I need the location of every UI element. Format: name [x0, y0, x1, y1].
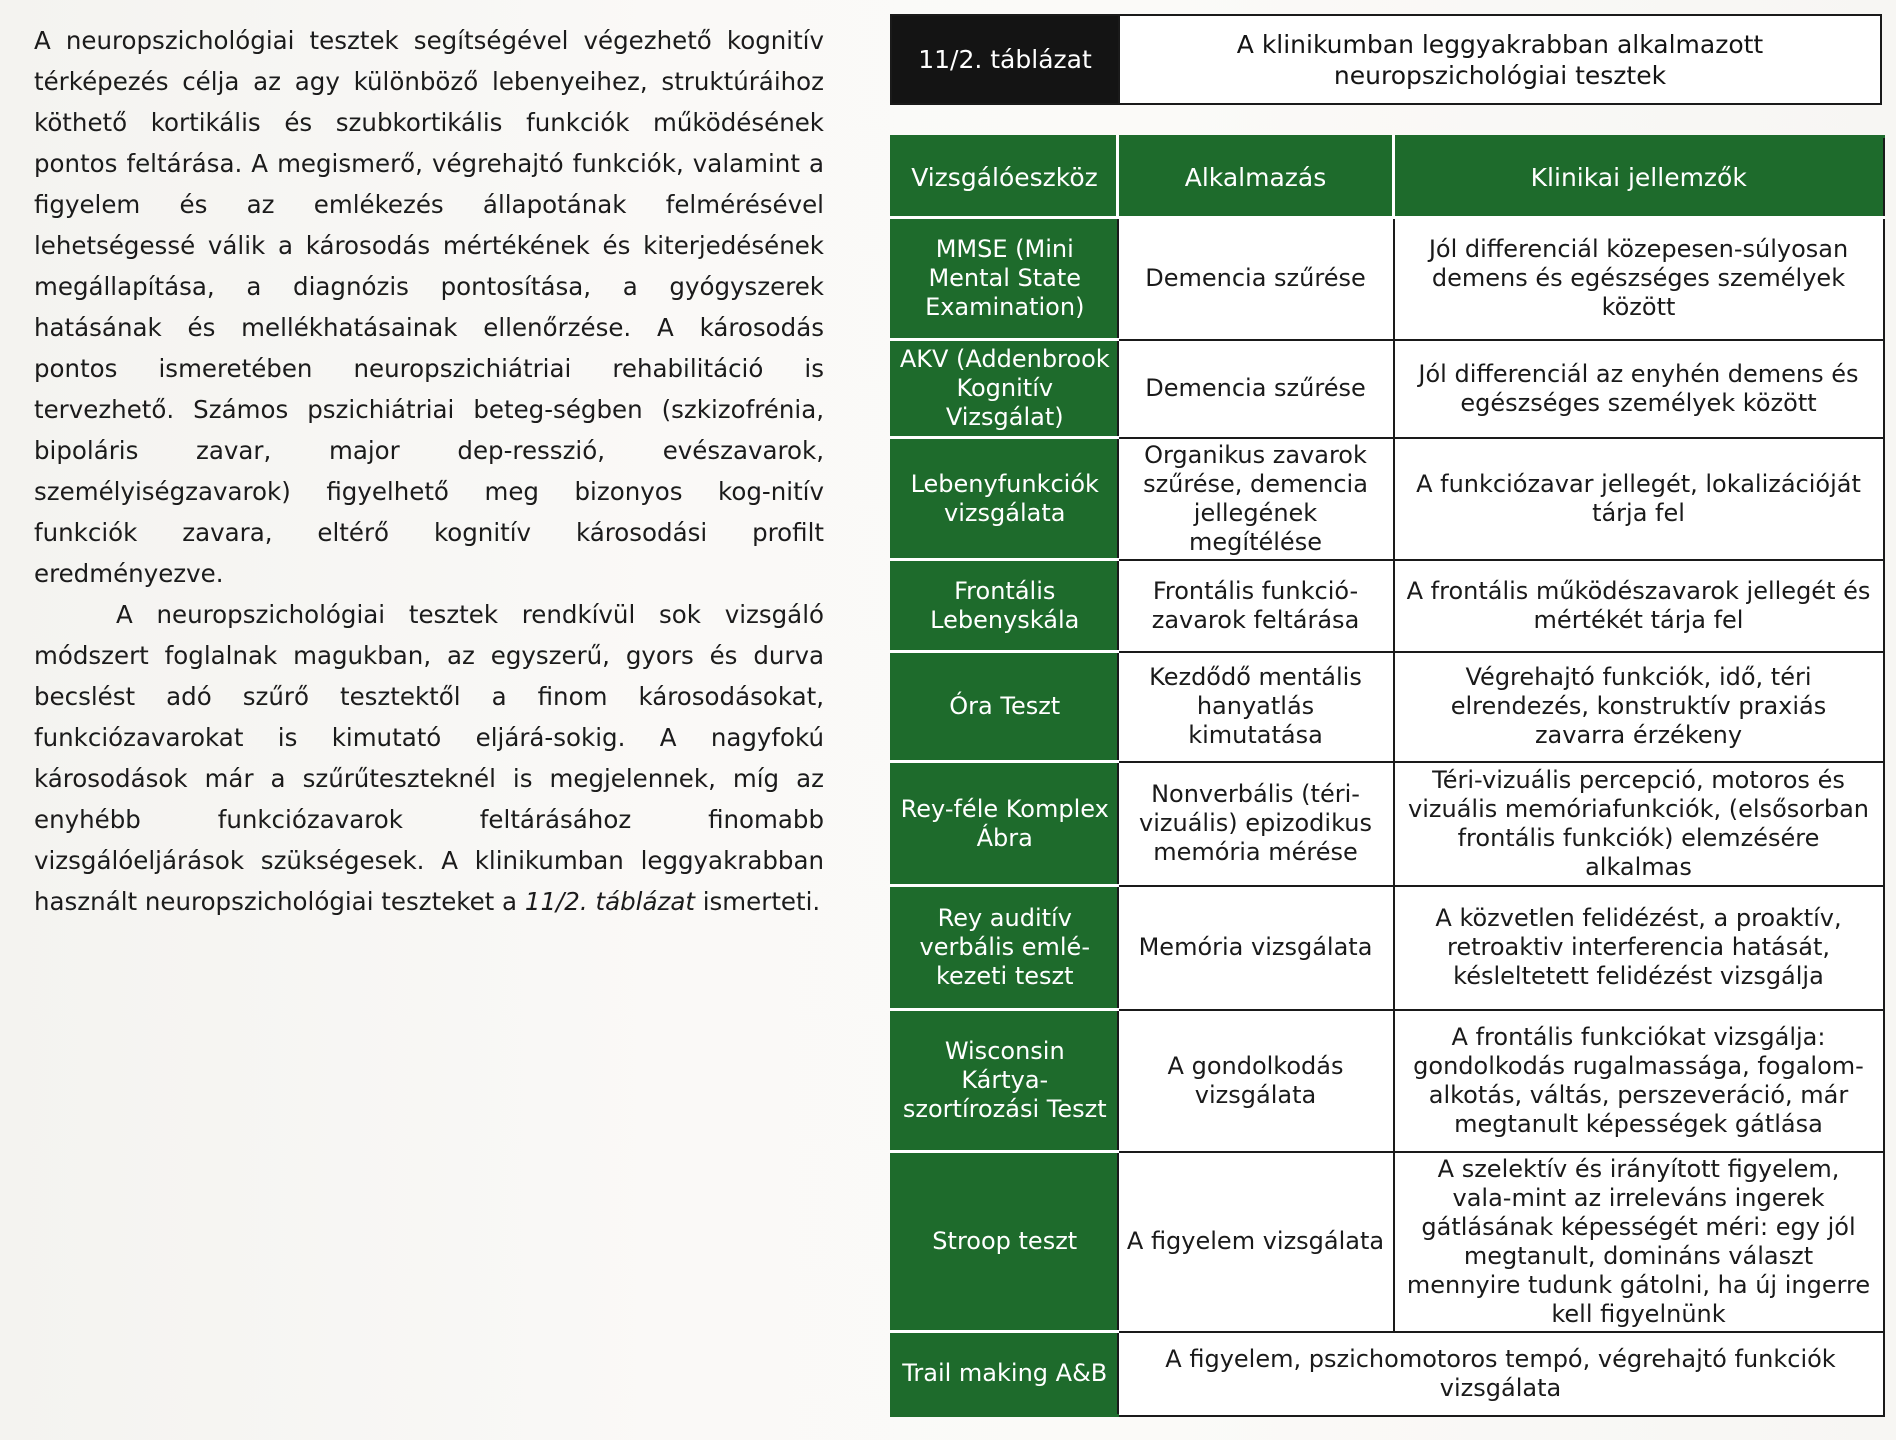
- table-row-rey-abra: [892, 762, 1884, 886]
- tool-cell: MMSE (Mini Mental State Examination): [892, 218, 1118, 340]
- table-row-mmse: [892, 218, 1884, 340]
- neuropsych-tests-table: [890, 14, 1882, 1417]
- use-cell: Demencia szűrése: [1118, 340, 1394, 438]
- tool-cell: Rey-féle Komplex Ábra: [892, 762, 1118, 886]
- features-cell: Jól differenciál az enyhén demens és egészséges személyek között: [1394, 340, 1884, 438]
- table-number-label: 11/2. táblázat: [892, 16, 1120, 103]
- tool-cell: Rey auditív verbális emlé-kezeti teszt: [892, 886, 1118, 1010]
- header-tool: Vizsgálóeszköz: [892, 137, 1118, 218]
- paragraph-2-main: A neuropszichológiai tesztek rendkívül sok vizsgáló módszert foglalnak magukban, az egyszerű, gyors és durva becslést adó szűrő tesztektől a finom károsodásokat, funkciózavarokat is kimutató eljárá-sokig. A nagyfokú károsodások már a szűrűteszteknél is megjelennek, míg az enyhébb funkciózavarok feltárásához finomabb vizsgálóeljárások szükségesek. A klinikumban leggyakrabban használt neuropszichológiai teszteket a: [34, 600, 824, 916]
- features-cell: A frontális működészavarok jellegét és mértékét tárja fel: [1394, 560, 1884, 652]
- table-row-lebenyfunkciok: [892, 438, 1884, 560]
- use-cell: Memória vizsgálata: [1118, 886, 1394, 1010]
- tool-cell: Stroop teszt: [892, 1152, 1118, 1332]
- table-row-trail-making: [892, 1332, 1884, 1416]
- use-cell: A gondolkodás vizsgálata: [1118, 1010, 1394, 1152]
- table-row-rey-auditiv: [892, 886, 1884, 1010]
- table-title: A klinikumban leggyakrabban alkalmazott neuropszichológiai tesztek: [1236, 29, 1764, 90]
- table-row-akv: [892, 340, 1884, 438]
- use-cell: Demencia szűrése: [1118, 218, 1394, 340]
- features-cell: Végrehajtó funkciók, idő, téri elrendezés, konstruktív praxiás zavarra érzékeny: [1394, 652, 1884, 762]
- tool-cell: Trail making A&B: [892, 1332, 1118, 1416]
- paragraph-1: A neuropszichológiai tesztek segítségével végezhető kognitív térképezés célja az agy különböző lebenyeihez, struktúráihoz köthető kortikális és szubkortikális funkciók működésének pontos feltárása. A megismerő, végrehajtó funkciók, valamint a figyelem és az emlékezés állapotának felmérésével lehetségessé válik a károsodás mértékének és kiterjedésének megállapítása, a diagnózis pontosítása, a gyógyszerek hatásának és mellékhatásainak ellenőrzése. A károsodás pontos ismeretében neuropszichiátriai rehabilitáció is tervezhető. Számos pszichiátriai beteg-ségben (szkizofrénia, bipoláris zavar, major dep-resszió, evészavarok, személyiségzavarok) figyelhető meg bizonyos kog-nitív funkciók zavara, eltérő kognitív károsodási profilt eredményezve.: [34, 26, 824, 588]
- features-cell: A funkciózavar jellegét, lokalizációját tárja fel: [1394, 438, 1884, 560]
- use-cell: Kezdődő mentális hanyatlás kimutatása: [1118, 652, 1394, 762]
- header-features: Klinikai jellemzők: [1394, 137, 1884, 218]
- table-reference: 11/2. táblázat: [524, 887, 695, 916]
- body-text-column: [34, 20, 824, 922]
- table-row-stroop: [892, 1152, 1884, 1332]
- header-use: Alkalmazás: [1118, 137, 1394, 218]
- tool-cell: AKV (Addenbrook Kognitív Vizsgálat): [892, 340, 1118, 438]
- tool-cell: Wisconsin Kártya-szortírozási Teszt: [892, 1010, 1118, 1152]
- features-cell: A szelektív és irányított figyelem, vala-mint az irreleváns ingerek gátlásának képességét méri: egy jól megtanult, domináns választ mennyire tudunk gátolni, ha új ingerre kell figyelnünk: [1394, 1152, 1884, 1332]
- use-cell: Organikus zavarok szűrése, demencia jellegének megítélése: [1118, 438, 1394, 560]
- features-cell: A frontális funkciókat vizsgálja: gondolkodás rugalmassága, fogalom-alkotás, váltás, perszeveráció, már megtanult képességek gátlása: [1394, 1010, 1884, 1152]
- table-row-wisconsin: [892, 1010, 1884, 1152]
- tool-cell: Óra Teszt: [892, 652, 1118, 762]
- use-cell: Nonverbális (téri-vizuális) epizodikus memória mérése: [1118, 762, 1394, 886]
- tool-cell: Frontális Lebenyskála: [892, 560, 1118, 652]
- paragraph-2-end: ismerteti.: [694, 887, 821, 916]
- tool-cell: Lebenyfunkciók vizsgálata: [892, 438, 1118, 560]
- features-cell: Jól differenciál közepesen-súlyosan demens és egészséges személyek között: [1394, 218, 1884, 340]
- use-cell: A figyelem vizsgálata: [1118, 1152, 1394, 1332]
- table-header-row: [892, 137, 1884, 218]
- table-caption: [890, 14, 1882, 105]
- merged-description-cell: A figyelem, pszichomotoros tempó, végrehajtó funkciók vizsgálata: [1118, 1332, 1884, 1416]
- features-cell: A közvetlen felidézést, a proaktív, retroaktiv interferencia hatását, késleltetett felidézést vizsgálja: [1394, 886, 1884, 1010]
- paragraph-2: [34, 594, 824, 922]
- tests-table: [890, 135, 1885, 1417]
- use-cell: Frontális funkció-zavarok feltárása: [1118, 560, 1394, 652]
- table-row-frontalis: [892, 560, 1884, 652]
- table-row-ora-teszt: [892, 652, 1884, 762]
- features-cell: Téri-vizuális percepció, motoros és vizuális memóriafunkciók, (elsősorban frontális funkciók) elemzésére alkalmas: [1394, 762, 1884, 886]
